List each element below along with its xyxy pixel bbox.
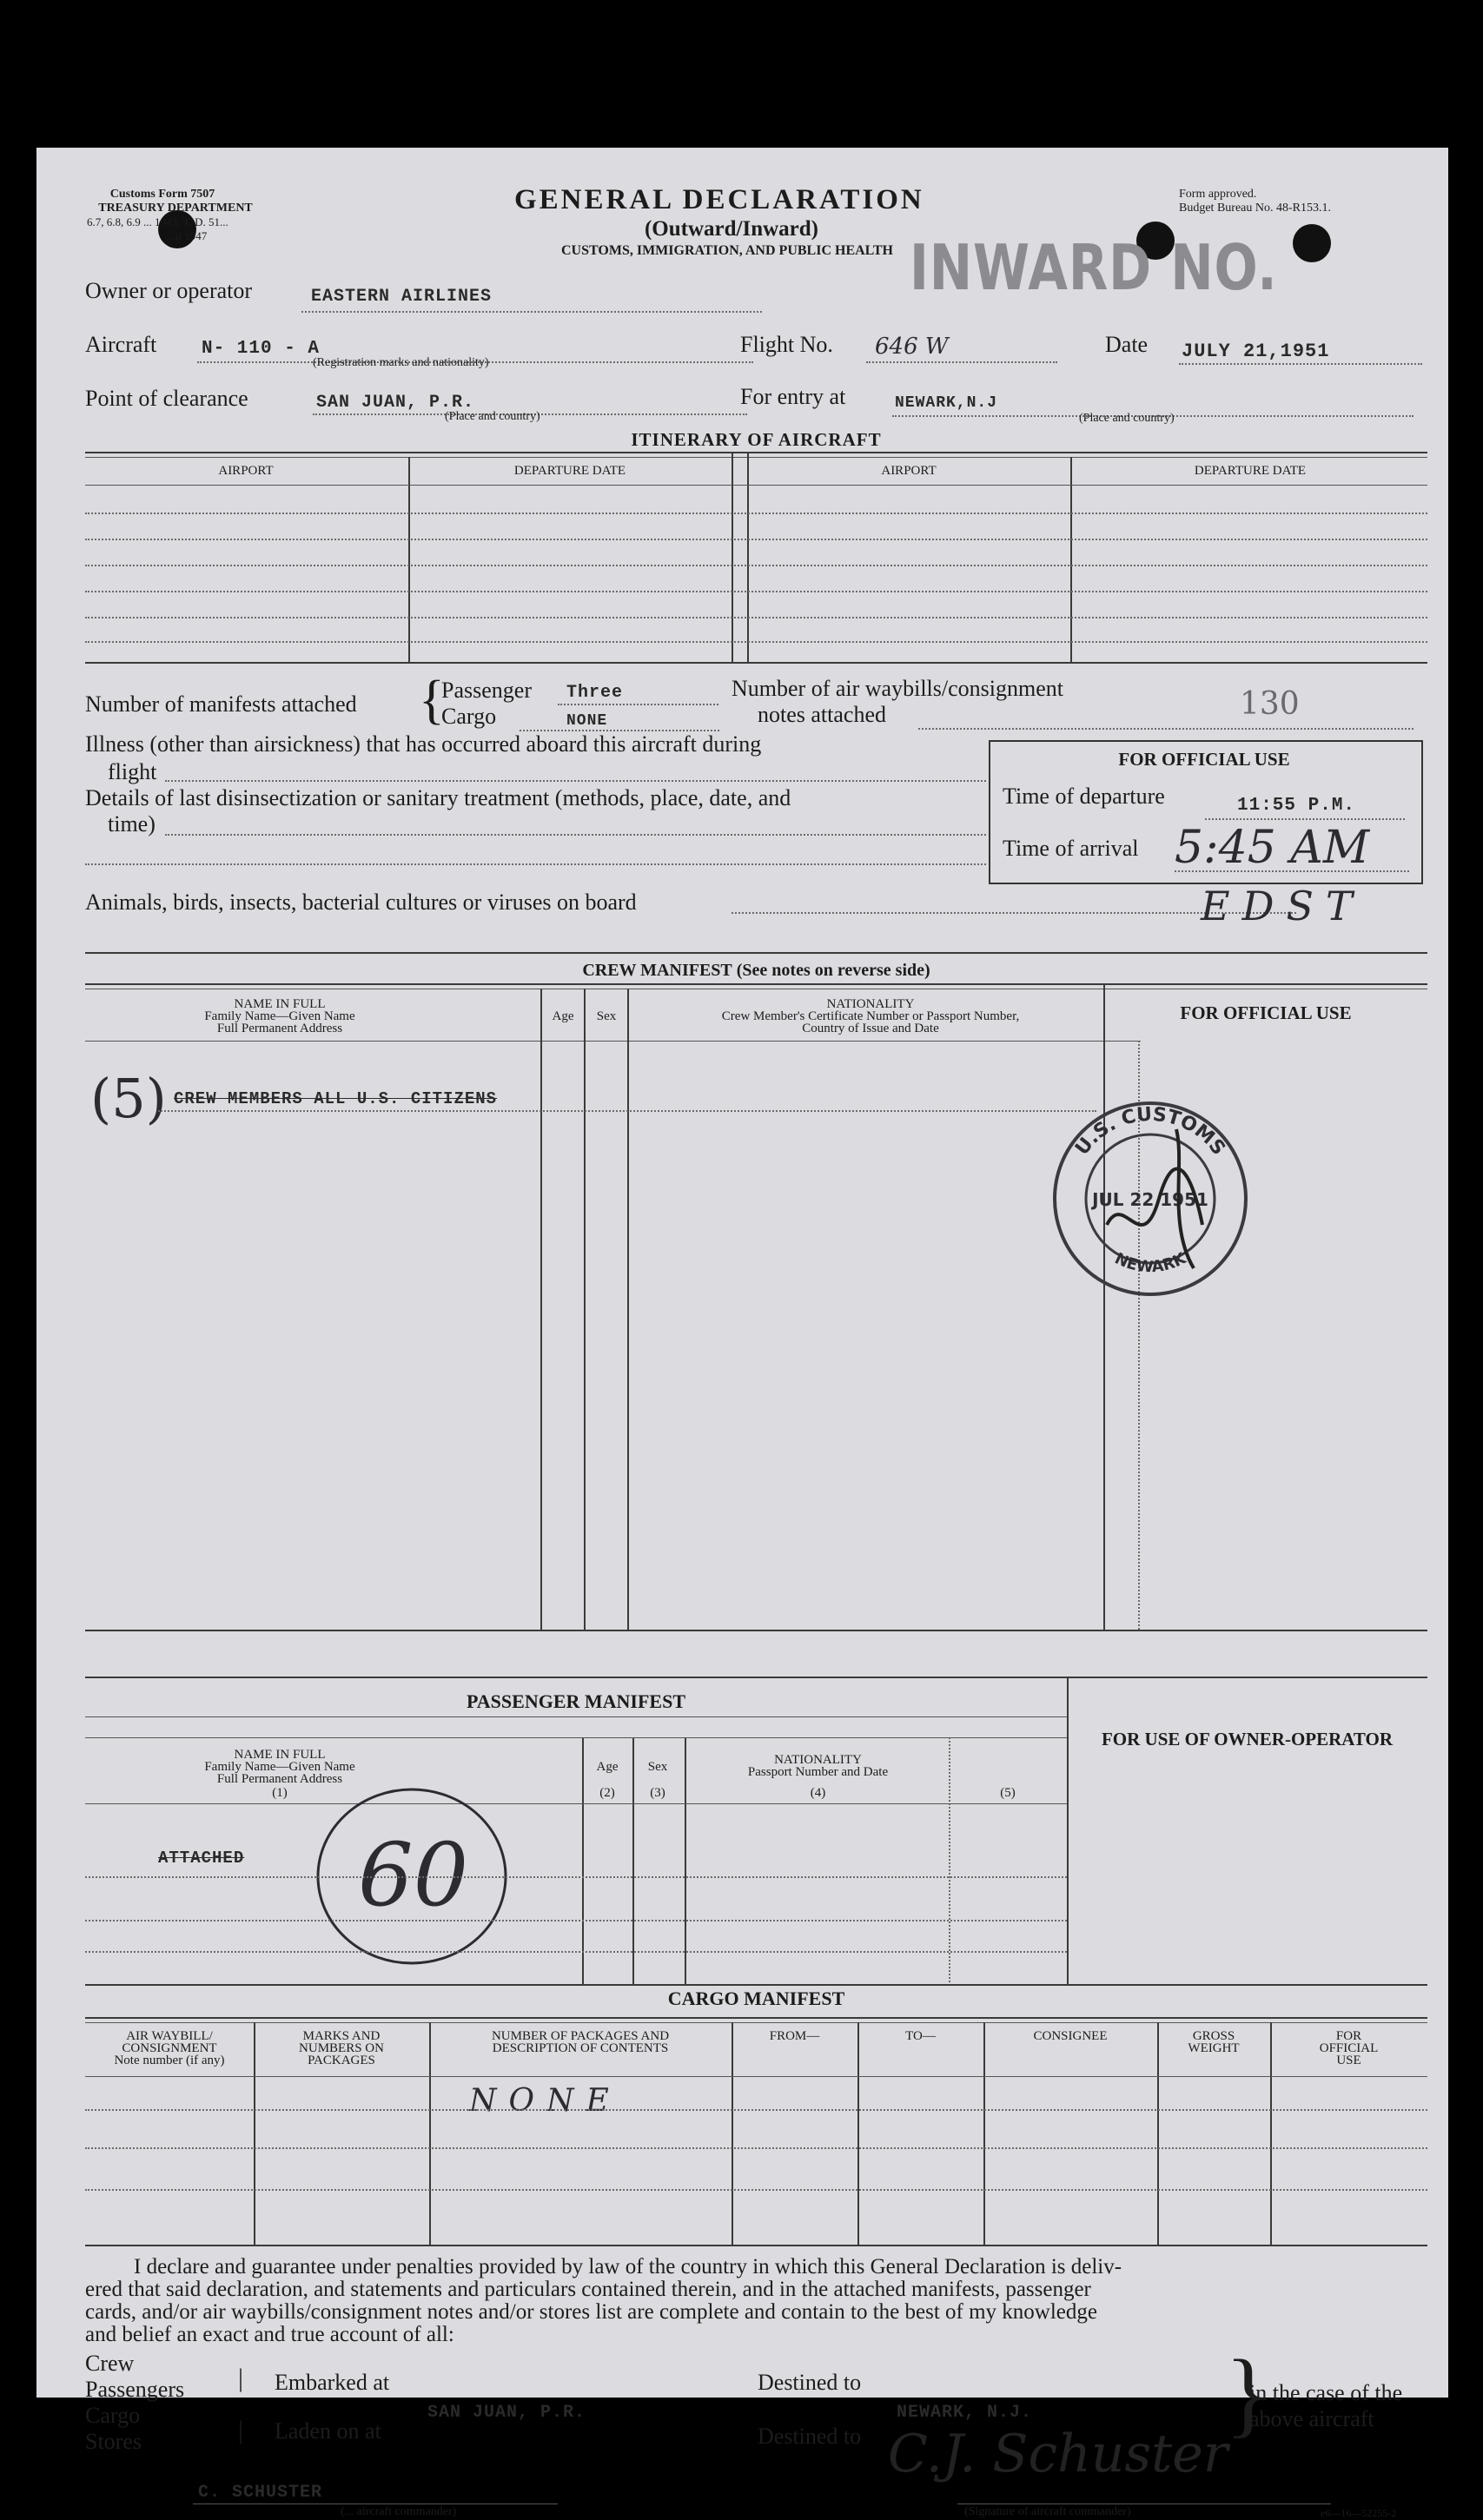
passenger-col-sex: Sex (647, 1760, 668, 1774)
cargo-col-3-line-0: FROM— (769, 2029, 820, 2043)
clearance-value: SAN JUAN, P.R. (316, 393, 475, 413)
stamp-text-bottom: NEWARK (1111, 1249, 1189, 1277)
itinerary-col-airport-1: AIRPORT (218, 464, 274, 478)
passenger-value: Three (566, 683, 624, 703)
passenger-entry: ATTACHED (158, 1849, 245, 1868)
crew-col-name-1: NAME IN FULL (234, 997, 326, 1011)
cargo-col-6-line-1: WEIGHT (1188, 2041, 1240, 2055)
signature-caption: (Signature of aircraft commander) (964, 2505, 1131, 2518)
form-approved: Form approved. (1179, 188, 1257, 201)
cargo-entry: NONE (469, 2083, 621, 2119)
stamp-text-top: U.S. CUSTOMS (1071, 1103, 1229, 1160)
owner-label: Owner or operator (85, 278, 253, 303)
passenger-col-age-num: (2) (599, 1786, 615, 1800)
declaration-brace: | | (238, 2364, 244, 2444)
cargo-col-2-line-1: DESCRIPTION OF CONTENTS (492, 2041, 669, 2055)
flight-value: 646 W (875, 334, 949, 360)
aircraft-caption: (Registration marks and nationality) (313, 356, 489, 369)
clearance-label: Point of clearance (85, 386, 248, 411)
cargo-col-1-line-1: NUMBERS ON (299, 2041, 384, 2055)
crew-col-nat-3: Country of Issue and Date (802, 1022, 939, 1035)
passenger-col-age: Age (596, 1760, 619, 1774)
cargo-col-6-line-0: GROSS (1192, 2029, 1235, 2043)
commander-caption: (... aircraft commander) (341, 2505, 457, 2518)
budget-bureau: Budget Bureau No. 48-R153.1. (1179, 202, 1331, 215)
waybills-label-1: Number of air waybills/consignment (732, 676, 1063, 701)
svg-text:NEWARK (1112, 1249, 1190, 1277)
entry-value: NEWARK,N.J (895, 394, 998, 412)
punch-hole (1293, 224, 1331, 262)
official-use-title: FOR OFFICIAL USE (1118, 749, 1290, 770)
passenger-col-5: (5) (1000, 1786, 1016, 1800)
cargo-col-2-line-0: NUMBER OF PACKAGES AND (491, 2029, 670, 2043)
passenger-col-nat-2: Passport Number and Date (747, 1765, 889, 1779)
cargo-col-5-line-0: CONSIGNEE (1033, 2029, 1108, 2043)
owner-value: EASTERN AIRLINES (311, 287, 493, 307)
case-label-2: above aircraft (1249, 2406, 1374, 2431)
crew-title-note: (See notes on reverse side) (736, 961, 930, 980)
manifests-label: Number of manifests attached (85, 691, 357, 717)
cargo-col-1-line-0: MARKS AND (302, 2029, 381, 2043)
passenger-col-nat-num: (4) (810, 1786, 826, 1800)
cargo-title: CARGO MANIFEST (667, 1988, 845, 2009)
destined-brace: } (1225, 2340, 1271, 2446)
itinerary-col-airport-2: AIRPORT (881, 464, 937, 478)
illness-label-2: flight (108, 759, 157, 784)
declaration-line-1: I declare and guarantee under penalties provided by law of the country in which this General Declaration is deliv- (134, 2255, 1122, 2279)
crew-col-age: Age (552, 1009, 574, 1023)
customs-stamp (1046, 1095, 1255, 1303)
cargo-col-0-line-2: Note number (if any) (114, 2054, 225, 2067)
signature: C.J. Schuster (888, 2424, 1228, 2484)
passenger-label: Passenger (441, 678, 532, 703)
owner-operator-use: FOR USE OF OWNER-OPERATOR (1101, 1729, 1394, 1749)
cargo-col-4-line-0: TO— (905, 2029, 936, 2043)
clearance-caption: (Place and country) (445, 410, 540, 423)
print-code: e6—16—52255-2 (1321, 2507, 1397, 2519)
date-value: JULY 21,1951 (1182, 341, 1330, 362)
entry-label: For entry at (740, 384, 846, 409)
cargo-value: NONE (566, 712, 608, 730)
crew-title-main: CREW MANIFEST (582, 961, 732, 980)
crew-col-nat-2: Crew Member's Certificate Number or Passport Number, (721, 1009, 1020, 1023)
declaration-form (36, 148, 1448, 2519)
itinerary-col-date-2: DEPARTURE DATE (1194, 464, 1307, 478)
declaration-line-4: and belief an exact and true account of all: (85, 2323, 454, 2346)
crew-entry: CREW MEMBERS ALL U.S. CITIZENS (174, 1089, 498, 1108)
passenger-col-nat-1: NATIONALITY (774, 1753, 862, 1767)
cargo-col-7-line-1: OFFICIAL (1319, 2041, 1379, 2055)
case-label-1: in the case of the (1249, 2380, 1403, 2405)
passenger-col-name-2: Family Name—Given Name (204, 1760, 355, 1774)
itinerary-col-date-1: DEPARTURE DATE (513, 464, 626, 478)
itinerary-title: ITINERARY OF AIRCRAFT (631, 429, 882, 450)
declaration-line-2: ered that said declaration, and statements and particulars contained therein, and in the attached manifests, passenger (85, 2278, 1091, 2301)
crew-col-name-2: Family Name—Given Name (204, 1009, 355, 1023)
waybills-value: 130 (1240, 686, 1300, 722)
destined-label-2: Destined to (758, 2424, 862, 2449)
form-number: Customs Form 7507 (109, 188, 215, 201)
date-label: Date (1105, 332, 1149, 357)
crew-count: (5) (90, 1067, 167, 1130)
department: TREASURY DEPARTMENT (98, 202, 253, 215)
cargo-col-7-line-2: USE (1336, 2054, 1361, 2067)
crew-col-sex: Sex (596, 1009, 617, 1023)
laden-label: Laden on at (275, 2418, 381, 2444)
departure-time-value: 11:55 P.M. (1237, 796, 1356, 816)
disinsect-label-2: time) (108, 811, 156, 837)
passenger-col-name-3: Full Permanent Address (216, 1772, 343, 1786)
waybills-label-2: notes attached (758, 702, 886, 727)
flight-label: Flight No. (740, 332, 833, 357)
passenger-title: PASSENGER MANIFEST (466, 1690, 686, 1712)
aircraft-label: Aircraft (85, 332, 157, 357)
agencies: CUSTOMS, IMMIGRATION, AND PUBLIC HEALTH (561, 243, 893, 258)
declaration-line-3: cards, and/or air waybills/consignment notes and/or stores list are complete and contain to the best of my knowledge (85, 2300, 1097, 2324)
departure-time-label: Time of departure (1003, 784, 1165, 809)
stamp-date: JUL 22 1951 (1092, 1189, 1208, 1210)
articles: 6.7, 6.8, 6.9 ... 1943; T. D. 51... (87, 215, 228, 228)
inward-stamp: INWARD NO. (910, 231, 1278, 304)
form-subtitle: (Outward/Inward) (644, 217, 818, 241)
passenger-col-sex-num: (3) (650, 1786, 665, 1800)
entry-caption: (Place and country) (1079, 412, 1175, 425)
commander-name: C. SCHUSTER (198, 2483, 323, 2503)
disinsect-label-1: Details of last disinsectization or sanitary treatment (methods, place, date, and (85, 785, 791, 810)
cargo-label: Cargo (441, 704, 497, 729)
cargo-col-7-line-0: FOR (1335, 2029, 1362, 2043)
declaration-stores: Stores (85, 2429, 142, 2454)
arrival-time-label: Time of arrival (1003, 836, 1139, 861)
passenger-col-name-1: NAME IN FULL (234, 1748, 326, 1762)
destined-label-1: Destined to (758, 2370, 862, 2395)
revised: ...il 1947 (167, 229, 208, 242)
crew-col-nat-1: NATIONALITY (826, 997, 915, 1011)
aircraft-value: N- 110 - A (202, 339, 321, 359)
declaration-cargo: Cargo (85, 2403, 141, 2428)
time-zone: EDST (1201, 883, 1365, 929)
crew-col-name-3: Full Permanent Address (216, 1022, 343, 1035)
cargo-col-0-line-1: CONSIGNMENT (122, 2041, 217, 2055)
animals-label: Animals, birds, insects, bacterial cultures or viruses on board (85, 890, 637, 915)
crew-official-use: FOR OFFICIAL USE (1180, 1002, 1352, 1023)
illness-label-1: Illness (other than airsickness) that has occurred aboard this aircraft during (85, 731, 762, 757)
laden-value: SAN JUAN, P.R. (427, 2403, 586, 2423)
arrival-time-value: 5:45 AM (1175, 822, 1370, 874)
svg-text:U.S. CUSTOMS (1071, 1104, 1229, 1160)
destined-value: NEWARK, N.J. (897, 2403, 1033, 2423)
cargo-col-1-line-2: PACKAGES (308, 2054, 375, 2067)
declaration-crew: Crew (85, 2351, 135, 2376)
declaration-passengers: Passengers (85, 2377, 185, 2402)
passenger-count: 60 (358, 1824, 469, 1926)
crew-title (85, 961, 1427, 981)
manifests-brace: { (419, 671, 445, 730)
embarked-label: Embarked at (275, 2370, 390, 2395)
cargo-col-0-line-0: AIR WAYBILL/ (126, 2029, 213, 2043)
passenger-col-name-num: (1) (272, 1786, 288, 1800)
form-title: GENERAL DECLARATION (514, 184, 924, 215)
